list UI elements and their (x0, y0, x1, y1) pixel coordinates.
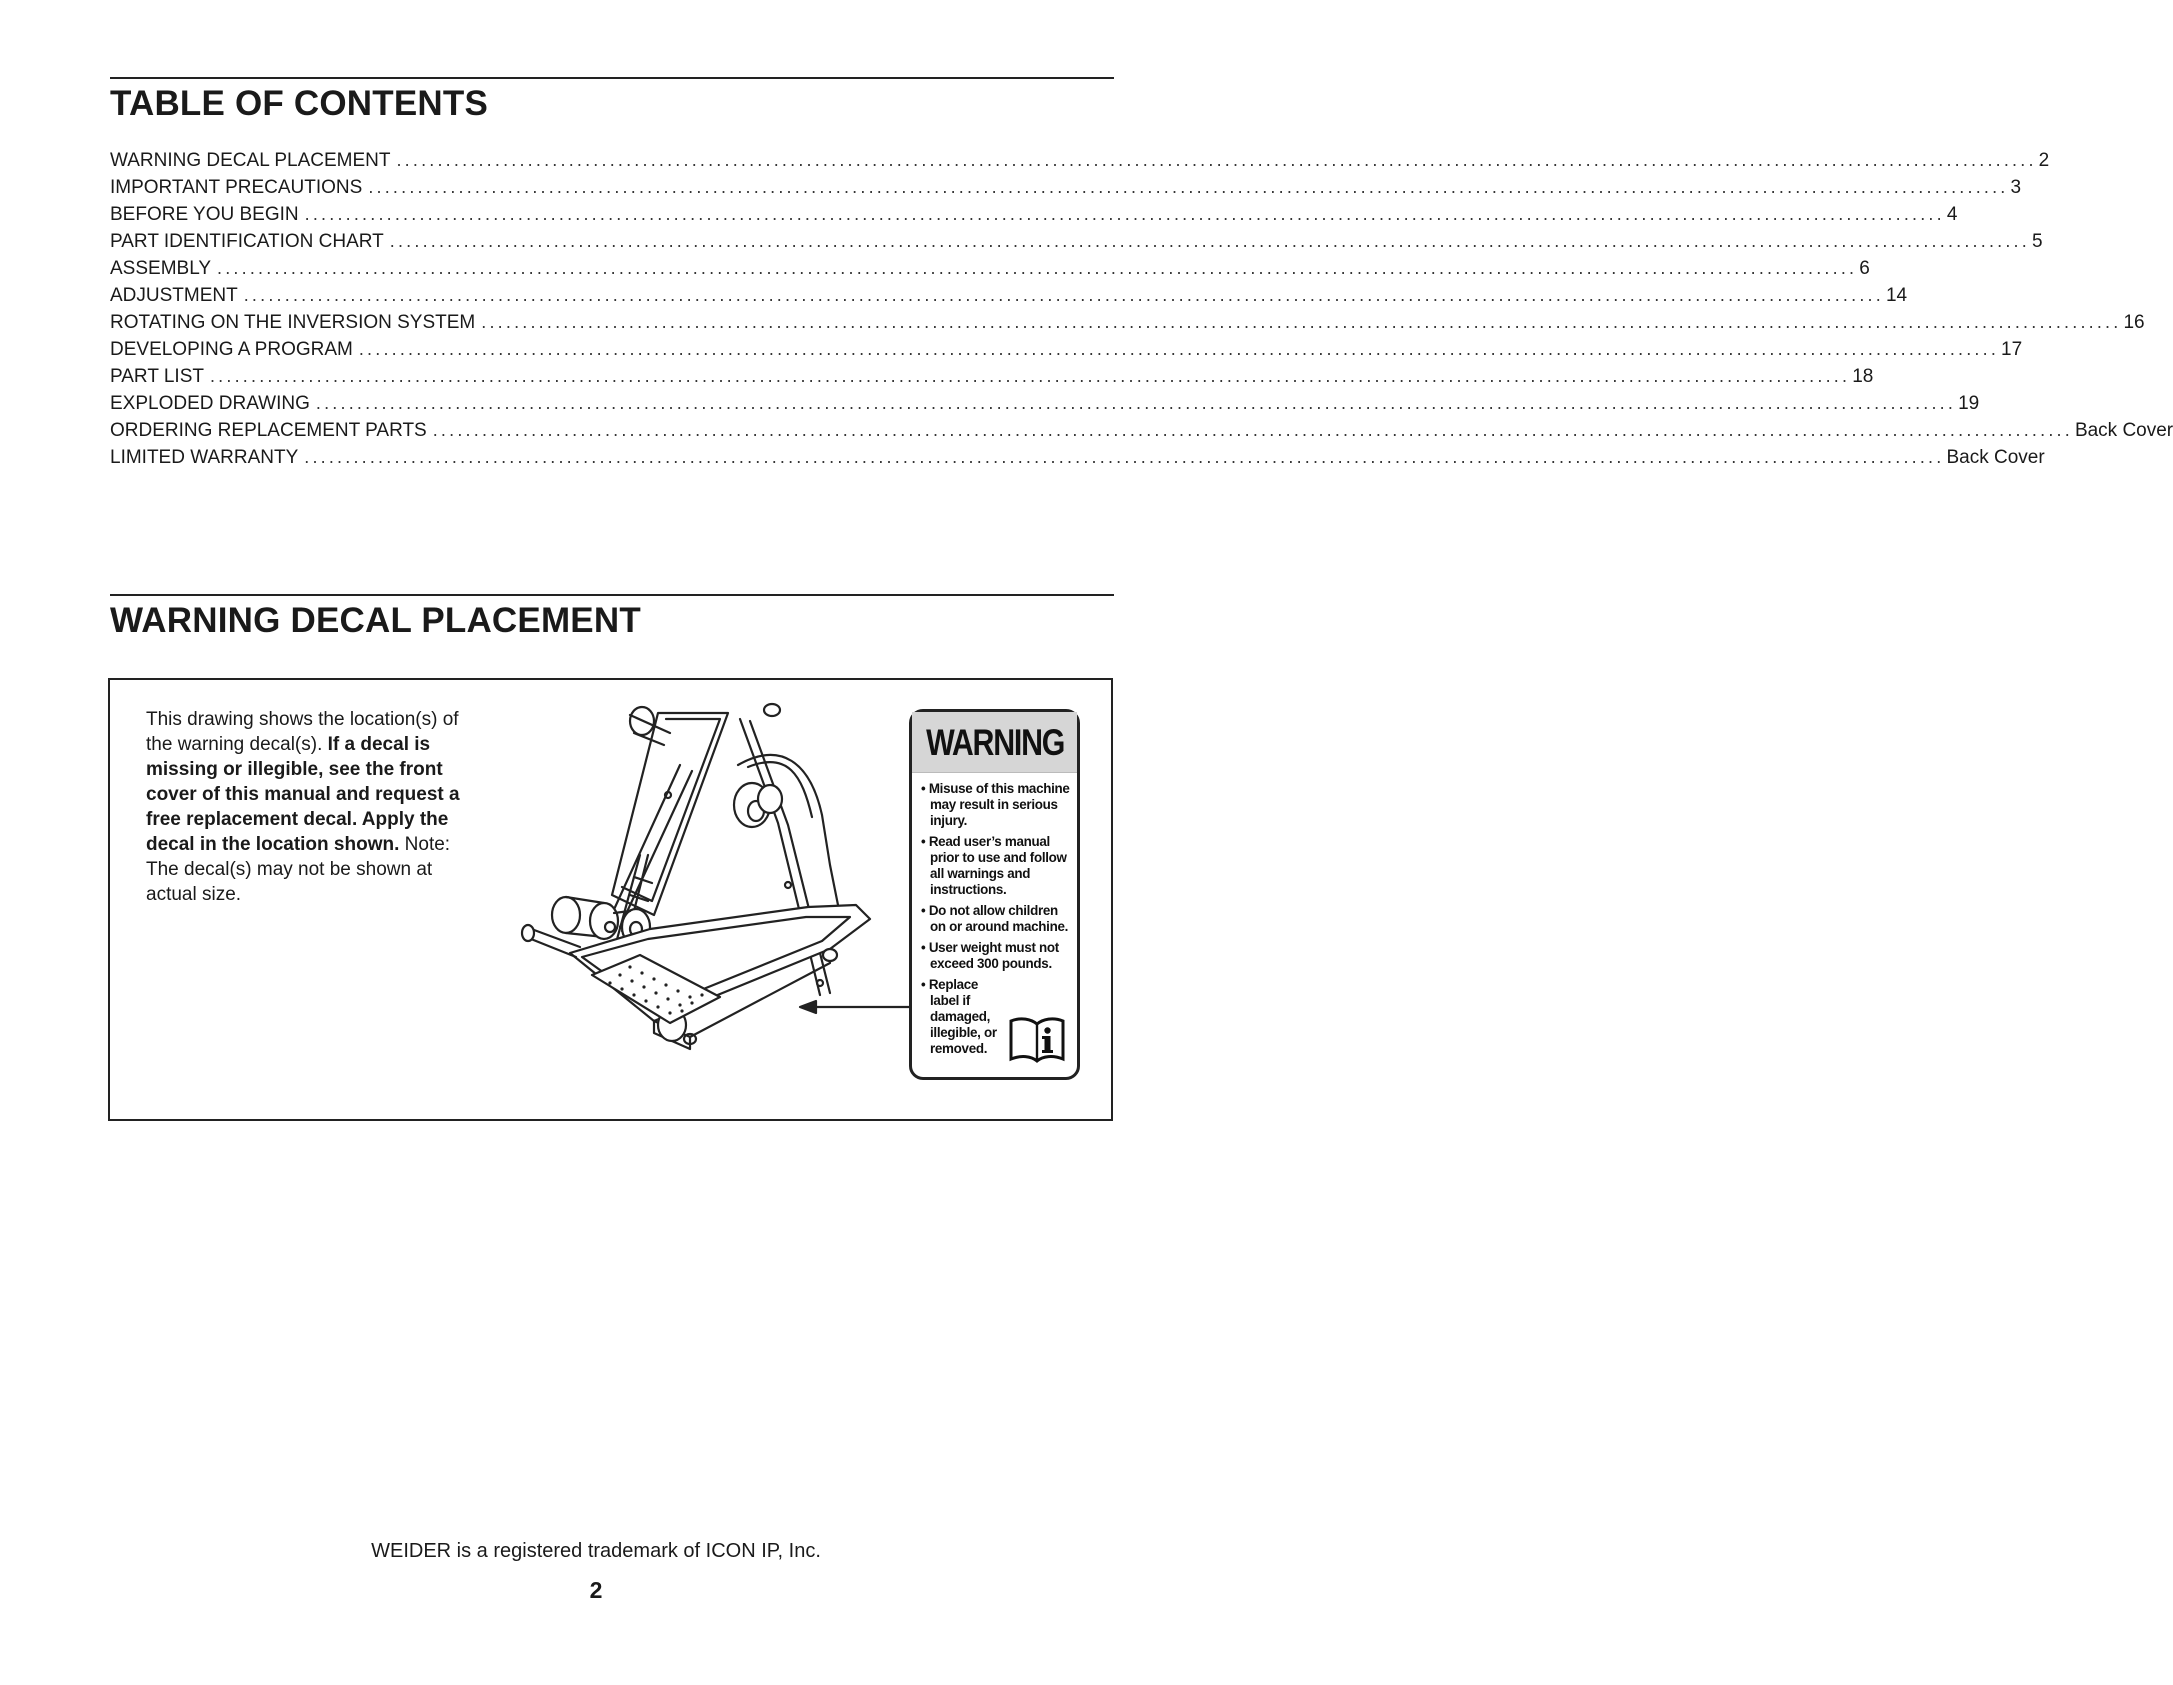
toc-entry-title: DEVELOPING A PROGRAM (110, 339, 353, 360)
toc-leader-dots: ........................................................................................................................................................................................................ (432, 420, 2073, 440)
toc-leader-dots: ........................................................................................................................................................................................................ (304, 204, 1945, 224)
warning-decal-item: • Misuse of this machine may result in serious injury. (920, 781, 1073, 829)
toc-leader-dots: ........................................................................................................................................................................................................ (389, 231, 2030, 251)
warning-decal-item: • Do not allow children on or around machine. (920, 903, 1073, 935)
toc-leader-dots: ........................................................................................................................................................................................................ (368, 177, 2009, 197)
toc-entry-page: 17 (2001, 339, 2023, 360)
toc-entry-title: WARNING DECAL PLACEMENT (110, 150, 391, 171)
toc-entry (110, 204, 1958, 231)
toc-entry-page: Back Cover (1946, 447, 2045, 468)
warning-decal-title: WARNING (926, 721, 1065, 763)
toc-entry (110, 393, 1980, 420)
toc-entry-title: ROTATING ON THE INVERSION SYSTEM (110, 312, 476, 333)
toc-entry-page: 3 (2010, 177, 2022, 198)
toc-entry-title: IMPORTANT PRECAUTIONS (110, 177, 363, 198)
toc-leader-dots: ........................................................................................................................................................................................................ (304, 447, 1945, 467)
toc-leader-dots: ........................................................................................................................................................................................................ (481, 312, 2122, 332)
toc-entry-page: 18 (1852, 366, 1874, 387)
toc-entry-title: PART IDENTIFICATION CHART (110, 231, 384, 252)
toc-entry-title: ORDERING REPLACEMENT PARTS (110, 420, 427, 441)
inversion-table-drawing (530, 705, 900, 1105)
toc-entry (110, 150, 2050, 177)
toc-heading: TABLE OF CONTENTS (110, 84, 489, 123)
warning-section-heading: WARNING DECAL PLACEMENT (110, 601, 641, 640)
toc-entry (110, 231, 2043, 258)
warning-decal-header (912, 712, 1077, 773)
toc-entry-page: 16 (2123, 312, 2145, 333)
decal-intro-bold: If a decal is missing or illegible, see the front cover of this manual and request a free replacement decal. Apply the decal in the location shown. (146, 734, 460, 855)
toc-leader-dots: ........................................................................................................................................................................................................ (217, 258, 1858, 278)
toc-entry (110, 312, 2145, 339)
toc-leader-dots: ........................................................................................................................................................................................................ (209, 366, 1851, 386)
manual-info-icon (1007, 1015, 1067, 1063)
decal-intro-plain: This drawing shows the location(s) of the warning decal(s). (146, 709, 459, 755)
toc-entry (110, 285, 1908, 312)
toc-entry-page: 4 (1946, 204, 1958, 225)
toc-entry-title: PART LIST (110, 366, 204, 387)
trademark-note: WEIDER is a registered trademark of ICON IP, Inc. (371, 1540, 821, 1562)
toc-leader-dots: ........................................................................................................................................................................................................ (396, 150, 2037, 170)
toc-entry-page: 19 (1958, 393, 1980, 414)
toc-entry-title: BEFORE YOU BEGIN (110, 204, 299, 225)
toc-entry (110, 339, 2023, 366)
toc-entry-title: ASSEMBLY (110, 258, 212, 279)
warning-top-rule (110, 594, 1114, 596)
toc-top-rule (110, 77, 1114, 79)
toc-entry (110, 258, 1870, 285)
toc-entry-page: 14 (1885, 285, 1908, 306)
toc-entry (110, 447, 2045, 474)
warning-decal (909, 709, 1080, 1080)
toc-entry-page: 5 (2031, 231, 2043, 252)
toc-entry-title: LIMITED WARRANTY (110, 447, 299, 468)
toc-leader-dots: ........................................................................................................................................................................................................ (243, 285, 1884, 305)
page-number: 2 (589, 1577, 603, 1603)
decal-intro-note: Note: The decal(s) may not be shown at actual size. (146, 834, 451, 905)
toc-entry (110, 420, 2173, 447)
toc-list (110, 150, 2173, 474)
warning-decal-item: • Replace label if damaged, illegible, or removed. (920, 977, 1073, 1057)
toc-leader-dots: ........................................................................................................................................................................................................ (358, 339, 2000, 359)
toc-entry (110, 366, 1874, 393)
toc-entry-title: ADJUSTMENT (110, 285, 238, 306)
warning-decal-item: • User weight must not exceed 300 pounds. (920, 940, 1073, 972)
toc-entry-page: 6 (1859, 258, 1870, 279)
warning-decal-item: • Read user’s manual prior to use and follow all warnings and instructions. (920, 834, 1073, 898)
decal-instructions (146, 707, 486, 907)
toc-leader-dots: ........................................................................................................................................................................................................ (315, 393, 1957, 413)
toc-entry (110, 177, 2022, 204)
toc-entry-title: EXPLODED DRAWING (110, 393, 310, 414)
toc-entry-page: Back Cover (2074, 420, 2173, 441)
toc-entry-page: 2 (2038, 150, 2050, 171)
